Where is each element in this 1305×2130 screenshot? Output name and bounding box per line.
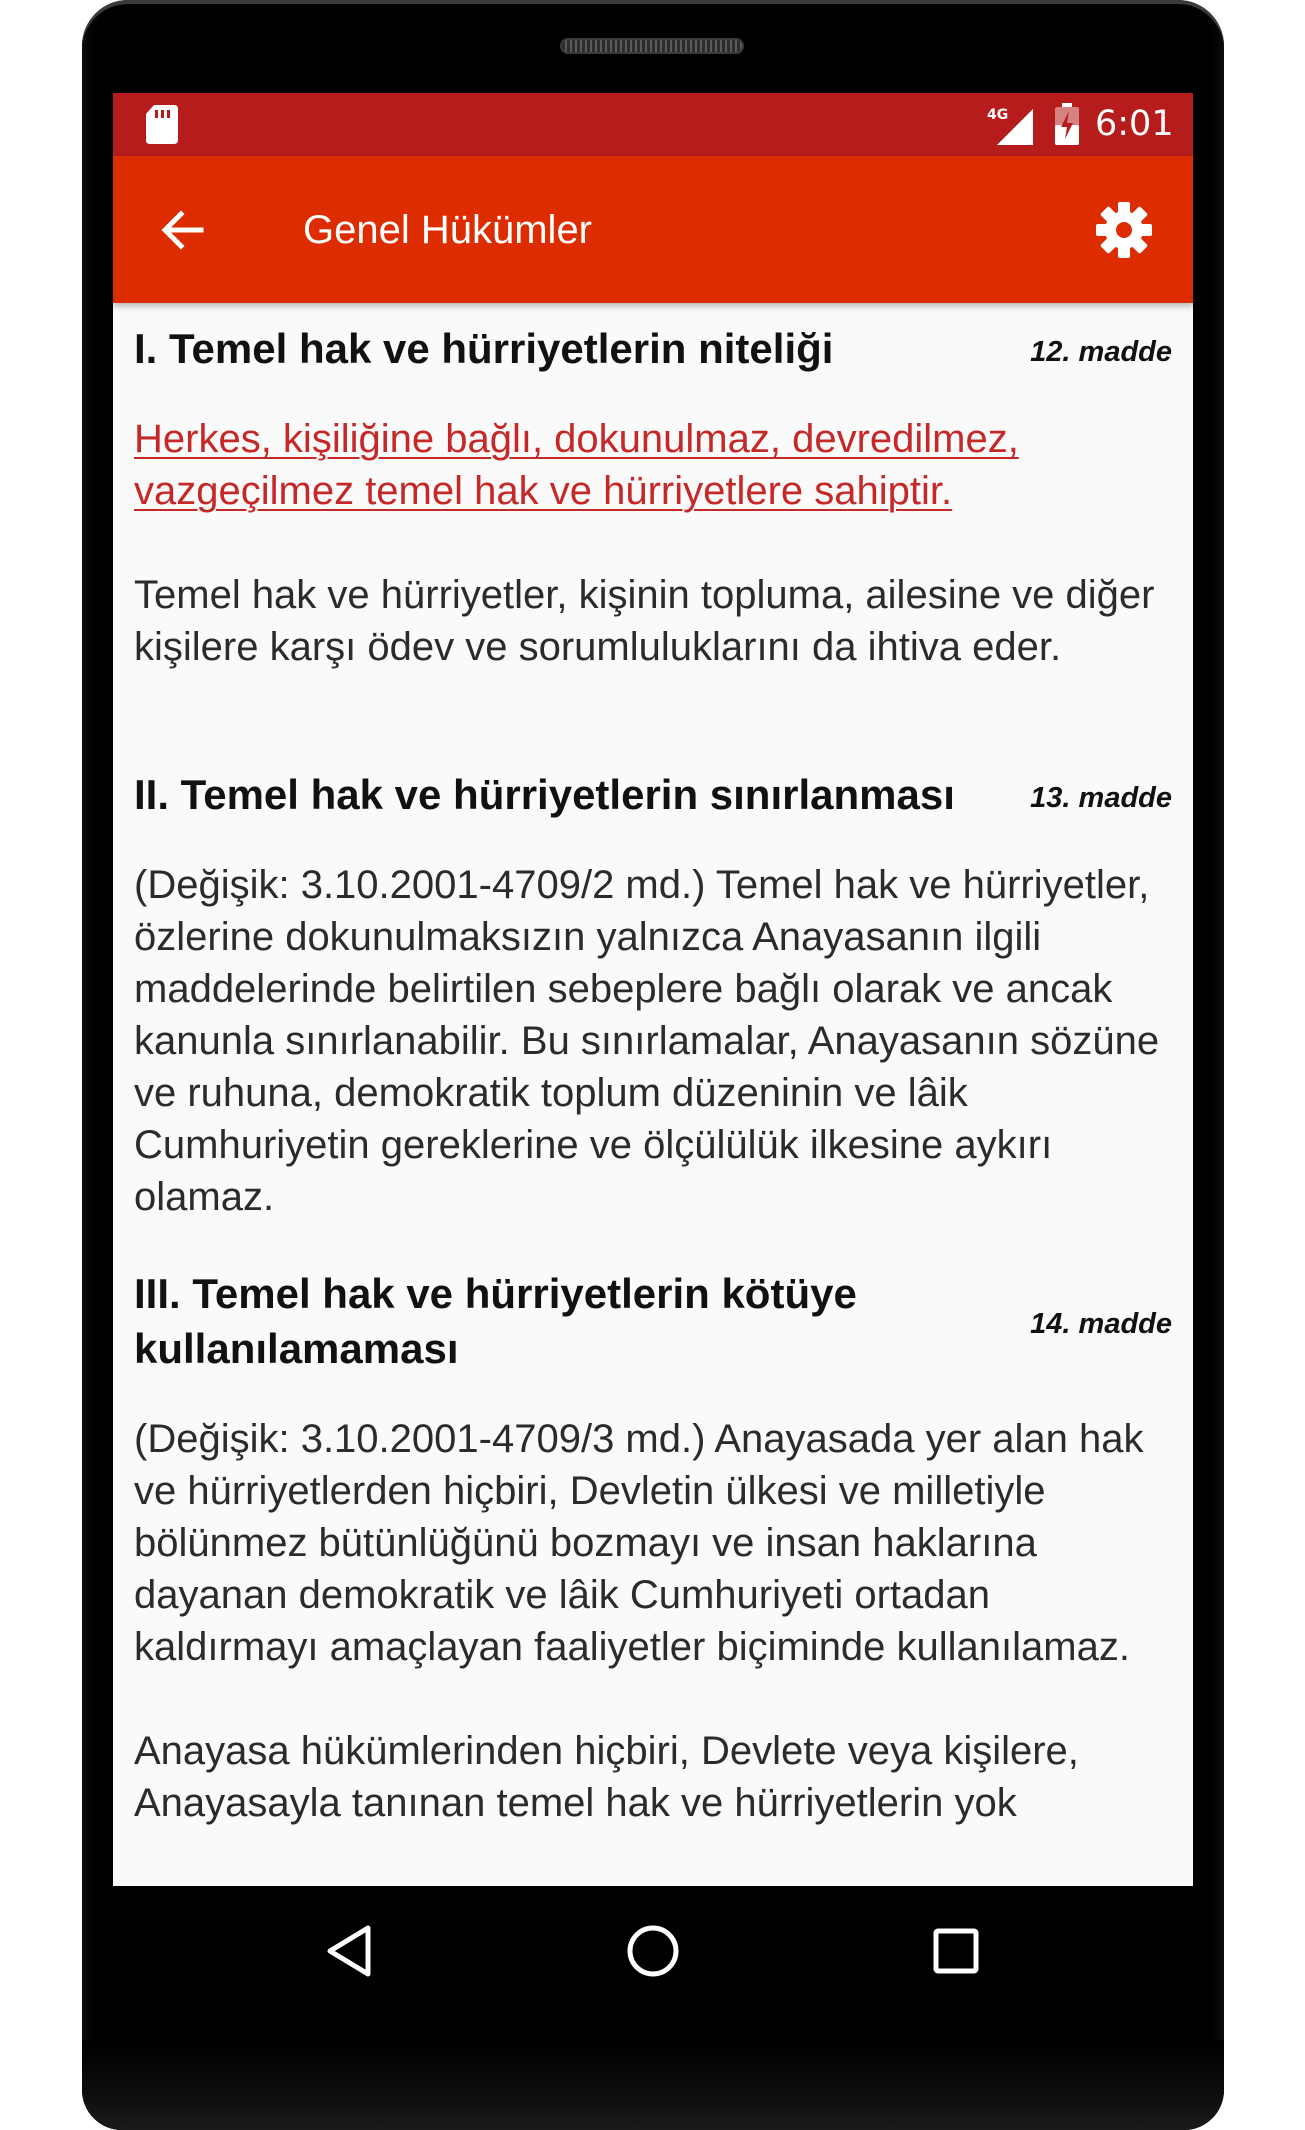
article-12 [134,321,1172,673]
page-title: Genel Hükümler [303,208,593,252]
article-paragraph: (Değişik: 3.10.2001-4709/2 md.) Temel hak ve hürriyetler, özlerine dokunulmaksızın yalnızca Anayasanın ilgili maddelerinde belirtilen sebeplere bağlı olarak ve ancak kanunla sınırlanabilir. Bu sınırlamalar, Anayasanın sözüne ve ruhuna, demokratik toplum düzeninin ve lâik Cumhuriyetin gereklerine ve ölçülülük ilkesine aykırı olamaz. [134,863,1160,1219]
home-circle-icon[interactable] [620,1918,686,1984]
article-paragraph: Temel hak ve hürriyetler, kişinin topluma, ailesine ve diğer kişilere karşı ödev ve sorumluluklarını da ihtiva eder. [134,573,1155,669]
phone-chin [82,2040,1224,2130]
system-nav-bar [113,1886,1193,2016]
recents-square-icon[interactable] [923,1918,989,1984]
screen [113,93,1193,1886]
settings-gear-icon[interactable] [1095,201,1153,259]
article-paragraph-link[interactable]: Herkes, kişiliğine bağlı, dokunulmaz, devredilmez, vazgeçilmez temel hak ve hürriyetlere sahiptir. [134,417,1019,513]
article-paragraph: Anayasa hükümlerinden hiçbiri, Devlete veya kişilere, Anayasayla tanınan temel hak ve hürriyetlerin yok [134,1729,1079,1825]
app-bar [113,156,1193,303]
madde-number: 12. madde [1030,336,1172,368]
article-heading: II. Temel hak ve hürriyetlerin sınırlanması [134,771,955,818]
earpiece-speaker [560,38,744,54]
article-content[interactable] [113,303,1193,1886]
status-clock: 6:01 [1095,104,1174,144]
article-heading-row [134,1266,1172,1376]
article-heading: I. Temel hak ve hürriyetlerin niteliği [134,325,834,372]
article-paragraph: (Değişik: 3.10.2001-4709/3 md.) Anayasada yer alan hak ve hürriyetlerden hiçbiri, Devletin ülkesi ve milletiyle bölünmez bütünlüğünü bozmayı ve insan haklarına dayanan demokratik ve lâik Cumhuriyeti ortadan kaldırmayı amaçlayan faaliyetler biçiminde kullanılamaz. [134,1417,1144,1669]
article-heading-row [134,767,1172,822]
article-13 [134,767,1172,1223]
madde-number: 14. madde [1030,1308,1172,1340]
status-bar [113,93,1193,156]
article-heading-row [134,321,1172,376]
signal-4g-icon [987,105,1033,145]
battery-charging-icon [1055,103,1079,145]
madde-number: 13. madde [1030,782,1172,814]
sd-card-icon [146,105,178,144]
network-label: 4G [987,107,1009,123]
back-triangle-icon[interactable] [318,1918,384,1984]
article-14 [134,1266,1172,1829]
article-heading: III. Temel hak ve hürriyetlerin kötüye kullanılamaması [134,1270,857,1372]
back-arrow-icon[interactable] [153,200,213,260]
